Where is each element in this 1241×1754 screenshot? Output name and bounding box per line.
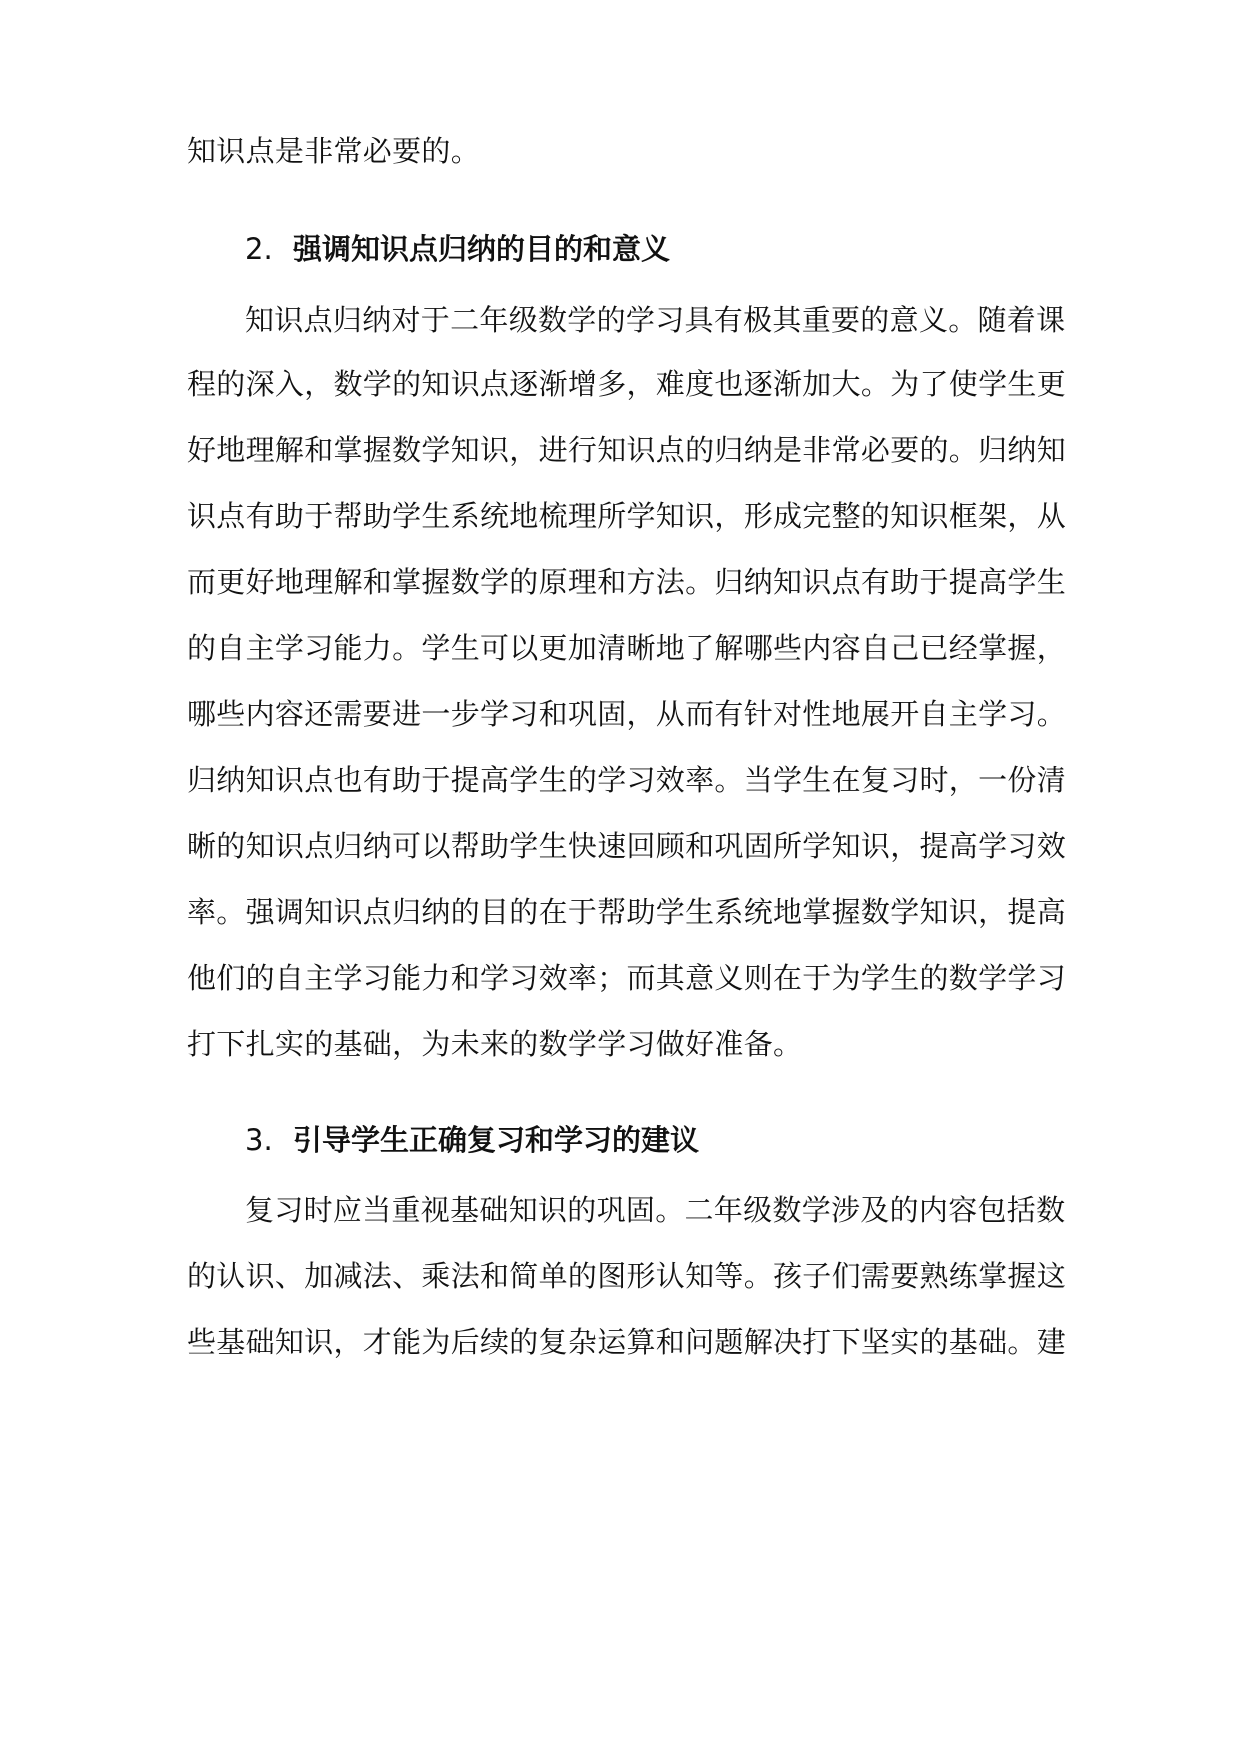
paragraph-line: 好地理解和掌握数学知识，进行知识点的归纳是非常必要的。归纳知 <box>187 433 1067 467</box>
paragraph-line: 知识点归纳对于二年级数学的学习具有极其重要的意义。随着课 <box>245 303 1066 337</box>
paragraph-line: 晰的知识点归纳可以帮助学生快速回顾和巩固所学知识，提高学习效 <box>187 829 1067 863</box>
paragraph-line: 哪些内容还需要进一步学习和巩固，从而有针对性地展开自主学习。 <box>187 697 1067 731</box>
paragraph-line: 的自主学习能力。学生可以更加清晰地了解哪些内容自己已经掌握， <box>187 631 1067 665</box>
paragraph-line: 识点有助于帮助学生系统地梳理所学知识，形成完整的知识框架，从 <box>187 499 1067 533</box>
paragraph-line: 他们的自主学习能力和学习效率；而其意义则在于为学生的数学学习 <box>187 961 1067 995</box>
paragraph-line: 些基础知识，才能为后续的复杂运算和问题解决打下坚实的基础。建 <box>187 1325 1067 1359</box>
section-heading <box>245 229 670 269</box>
paragraph-line: 知识点是非常必要的。 <box>187 134 481 168</box>
paragraph-line: 归纳知识点也有助于提高学生的学习效率。当学生在复习时，一份清 <box>187 763 1067 797</box>
section-title: 引导学生正确复习和学习的建议 <box>293 1123 700 1157</box>
paragraph-line: 打下扎实的基础，为未来的数学学习做好准备。 <box>187 1027 803 1061</box>
section-heading <box>245 1120 699 1160</box>
paragraph-line: 的认识、加减法、乘法和简单的图形认知等。孩子们需要熟练掌握这 <box>187 1259 1067 1293</box>
section-number: 2. <box>245 232 273 266</box>
paragraph-line: 复习时应当重视基础知识的巩固。二年级数学涉及的内容包括数 <box>245 1193 1066 1227</box>
paragraph-line: 程的深入，数学的知识点逐渐增多，难度也逐渐加大。为了使学生更 <box>187 367 1067 401</box>
section-title: 强调知识点归纳的目的和意义 <box>293 232 671 266</box>
paragraph-line: 率。强调知识点归纳的目的在于帮助学生系统地掌握数学知识，提高 <box>187 895 1067 929</box>
section-number: 3. <box>245 1123 273 1157</box>
paragraph-line: 而更好地理解和掌握数学的原理和方法。归纳知识点有助于提高学生 <box>187 565 1067 599</box>
